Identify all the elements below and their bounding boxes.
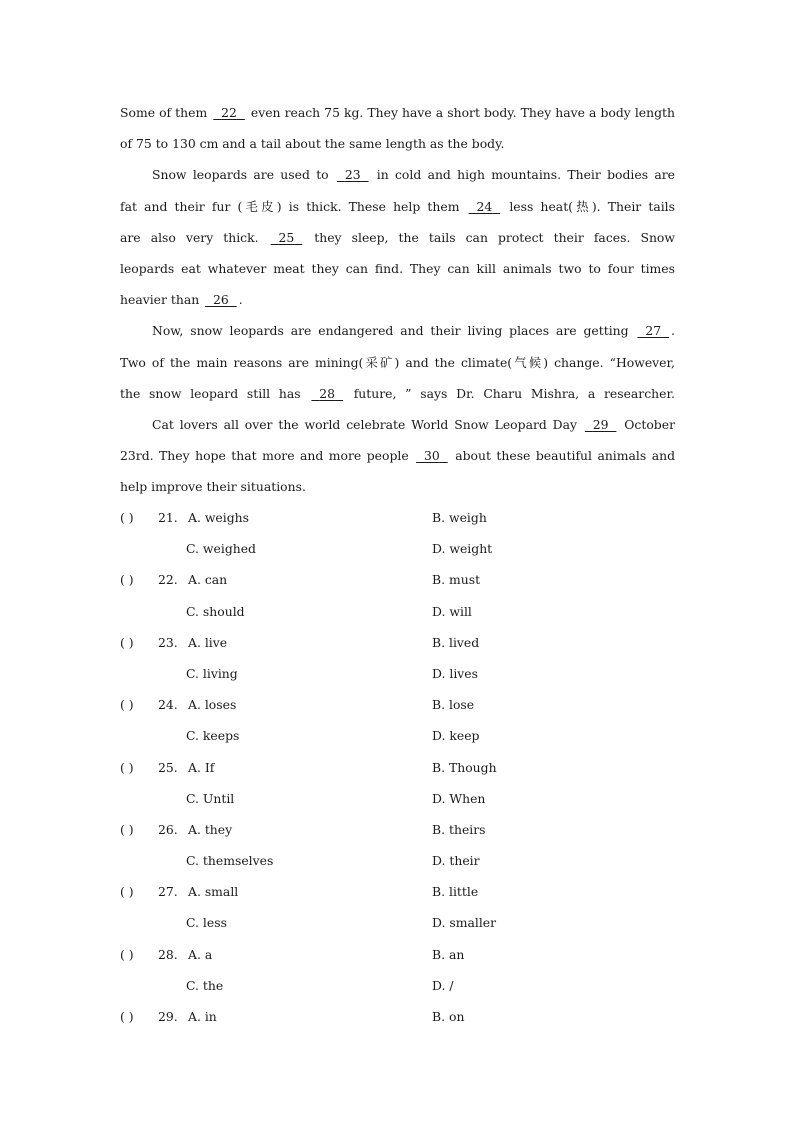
- option-a: A. loses: [188, 697, 237, 713]
- question-row: [120, 907, 675, 938]
- question-row: [120, 720, 675, 751]
- option-c: C. Until: [186, 790, 235, 806]
- passage-line: help improve their situations.: [120, 479, 306, 495]
- blank-25: 25: [278, 229, 295, 245]
- option-a: A. they: [188, 821, 233, 837]
- question-row: [120, 876, 675, 907]
- option-c: C. the: [186, 977, 224, 993]
- blank-30: 30: [424, 448, 440, 464]
- option-d: D. lives: [432, 665, 478, 681]
- option-c: C. themselves: [186, 853, 274, 869]
- passage-line: leopards eat whatever meat they can find. They can kill animals two to four times: [120, 260, 675, 276]
- question-row: [120, 752, 675, 783]
- question-row: [120, 970, 675, 1001]
- blank-26: 26: [213, 292, 229, 308]
- option-a: A. small: [188, 884, 239, 900]
- question-row: [120, 1001, 675, 1032]
- option-a: A. weighs: [188, 510, 249, 525]
- option-a: A. a: [188, 946, 213, 962]
- answer-blank[interactable]: ( ): [120, 946, 134, 962]
- question-row: [120, 502, 675, 533]
- option-c: C. should: [186, 603, 245, 619]
- answer-blank[interactable]: ( ): [120, 697, 134, 713]
- passage-line: Now, snow leopards are endangered and their living places are getting 27 .: [120, 315, 675, 346]
- question-number: 22.: [158, 572, 178, 588]
- question-row: [120, 596, 675, 627]
- option-b: B. weigh: [432, 510, 487, 525]
- option-c: C. weighed: [186, 541, 256, 557]
- passage-line: Cat lovers all over the world celebrate World Snow Leopard Day 29 October: [120, 409, 675, 440]
- blank-23: 23: [344, 167, 361, 183]
- answer-blank[interactable]: ( ): [120, 884, 134, 900]
- question-row: [120, 689, 675, 720]
- passage: [120, 97, 675, 502]
- answer-blank[interactable]: ( ): [120, 634, 134, 650]
- option-d: D. /: [432, 977, 454, 993]
- option-b: B. lose: [432, 697, 475, 713]
- passage-line: Two of the main reasons are mining(采矿) and the climate(气候) change. “However,: [120, 354, 675, 370]
- question-row: [120, 564, 675, 595]
- answer-blank[interactable]: ( ): [120, 572, 134, 588]
- passage-line: the snow leopard still has 28 future, ” says Dr. Charu Mishra, a researcher.: [120, 378, 675, 409]
- option-c: C. living: [186, 665, 238, 681]
- question-number: 25.: [158, 759, 178, 775]
- question-number: 26.: [158, 821, 178, 837]
- option-b: B. must: [432, 572, 481, 588]
- question-row: [120, 939, 675, 970]
- question-number: 27.: [158, 884, 178, 900]
- blank-27: 27: [645, 323, 662, 339]
- passage-line: of 75 to 130 cm and a tail about the same length as the body.: [120, 136, 505, 152]
- option-b: B. an: [432, 946, 465, 962]
- question-number: 21.: [158, 510, 178, 525]
- option-c: C. keeps: [186, 728, 240, 744]
- question-number: 28.: [158, 946, 178, 962]
- passage-line: fat and their fur (毛皮) is thick. These help them 24 less heat(热). Their tails: [120, 191, 675, 222]
- option-a: A. can: [188, 572, 228, 588]
- blank-29: 29: [592, 416, 609, 432]
- option-a: A. in: [188, 1009, 217, 1024]
- question-row: [120, 658, 675, 689]
- question-row: [120, 783, 675, 814]
- answer-blank[interactable]: ( ): [120, 759, 134, 775]
- answer-blank[interactable]: ( ): [120, 1009, 134, 1024]
- question-row: [120, 627, 675, 658]
- blank-28: 28: [319, 385, 336, 401]
- question-row: [120, 533, 675, 564]
- option-b: B. little: [432, 884, 479, 900]
- question-number: 29.: [158, 1009, 178, 1024]
- blank-22: 22: [221, 105, 237, 120]
- option-d: D. keep: [432, 728, 480, 744]
- passage-line: 23rd. They hope that more and more people 30 about these beautiful animals and: [120, 440, 675, 471]
- option-b: B. lived: [432, 634, 480, 650]
- answer-blank[interactable]: ( ): [120, 510, 134, 525]
- option-a: A. live: [188, 634, 228, 650]
- question-number: 24.: [158, 697, 178, 713]
- option-b: B. theirs: [432, 821, 486, 837]
- option-d: D. weight: [432, 541, 493, 557]
- answer-blank[interactable]: ( ): [120, 821, 134, 837]
- question-row: [120, 814, 675, 845]
- option-d: D. smaller: [432, 915, 497, 931]
- option-c: C. less: [186, 915, 227, 931]
- question-row: [120, 845, 675, 876]
- option-d: D. their: [432, 853, 480, 869]
- option-a: A. If: [188, 759, 215, 775]
- question-number: 23.: [158, 634, 178, 650]
- option-d: D. When: [432, 790, 486, 806]
- passage-line: Snow leopards are used to 23 in cold and high mountains. Their bodies are: [120, 159, 675, 190]
- option-d: D. will: [432, 603, 472, 619]
- option-b: B. Though: [432, 759, 497, 775]
- option-b: B. on: [432, 1009, 465, 1024]
- question-list: [120, 502, 675, 1032]
- blank-24: 24: [476, 198, 493, 214]
- passage-line: are also very thick. 25 they sleep, the tails can protect their faces. Snow: [120, 222, 675, 253]
- passage-line: heavier than 26 .: [120, 284, 675, 315]
- passage-line: Some of them 22 even reach 75 kg. They have a short body. They have a body length: [120, 97, 675, 128]
